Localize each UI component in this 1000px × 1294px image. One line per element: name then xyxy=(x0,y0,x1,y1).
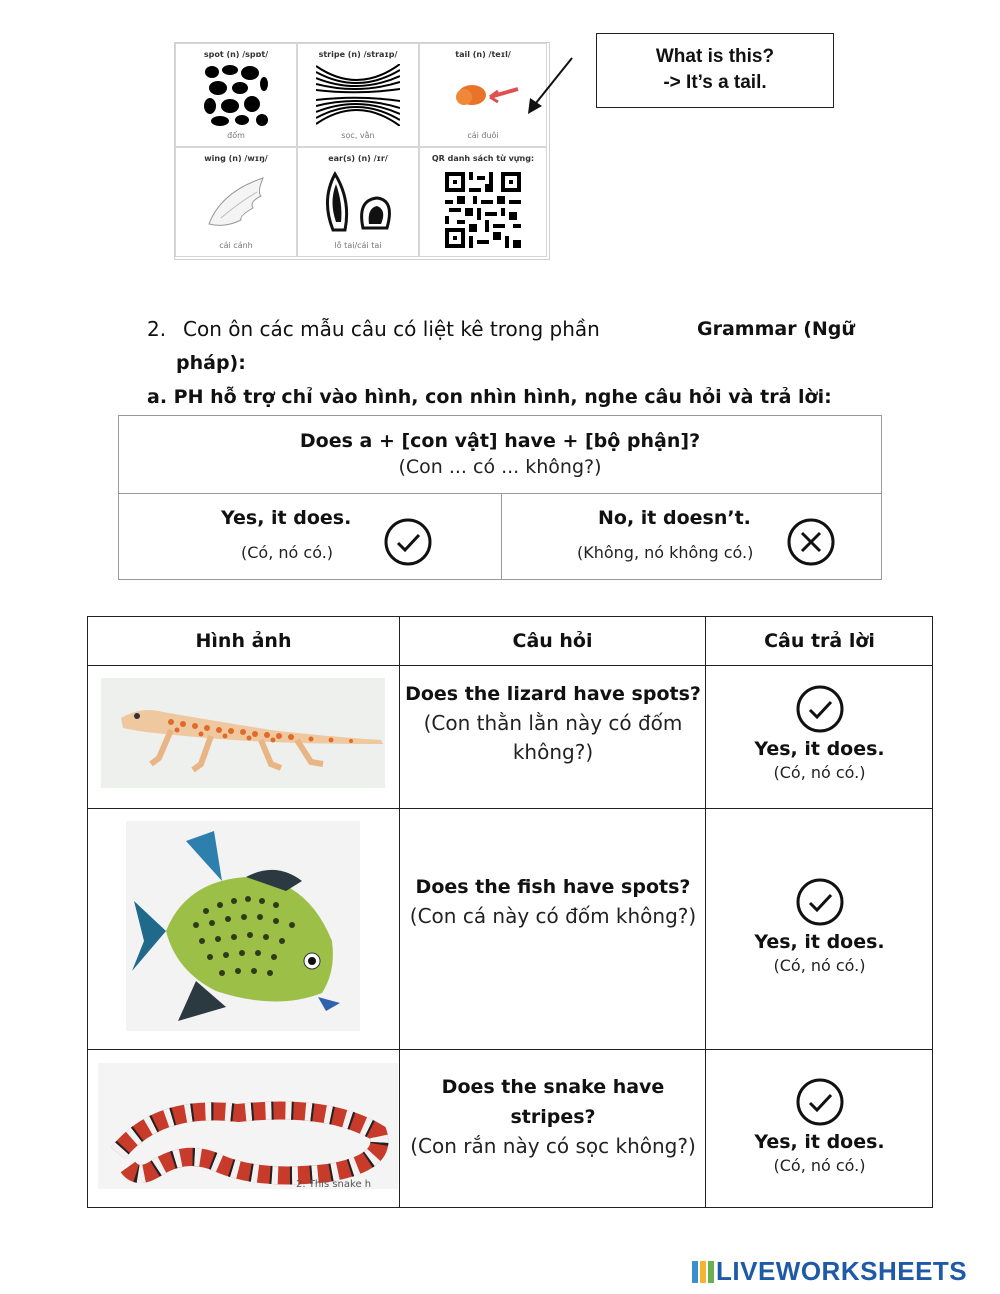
answer-cell xyxy=(706,877,933,975)
check-icon xyxy=(795,1077,845,1127)
vocab-meaning: đốm xyxy=(227,131,245,140)
vocabulary-grid xyxy=(174,42,550,260)
pattern-no-translation: (Không, nó không có.) xyxy=(577,543,754,562)
subsection-a: a. PH hỗ trợ chỉ vào hình, con nhìn hình, nghe câu hỏi và trả lời: xyxy=(147,386,832,408)
answer-text: Yes, it does. xyxy=(754,738,885,760)
answer-text: Yes, it does. xyxy=(754,931,885,953)
vocab-term: wing (n) /wɪŋ/ xyxy=(204,154,268,163)
answer-text: Yes, it does. xyxy=(754,1131,885,1153)
check-icon xyxy=(383,517,433,567)
snake-image xyxy=(98,1063,398,1189)
question-text: Does the lizard have spots? xyxy=(405,683,701,705)
question-text: Does the fish have spots? xyxy=(415,876,691,898)
callout-box xyxy=(596,33,834,108)
pointer-arrow xyxy=(520,52,580,118)
pattern-question-translation: (Con ... có ... không?) xyxy=(398,456,602,478)
vocab-ears xyxy=(297,147,419,257)
pattern-no: No, it doesn’t. xyxy=(598,507,751,529)
section-instruction: Con ôn các mẫu câu có liệt kê trong phần xyxy=(183,317,600,341)
vocab-term: tail (n) /teɪl/ xyxy=(455,50,511,59)
practice-table xyxy=(87,616,933,1208)
pattern-question-row xyxy=(119,416,881,494)
fish-image xyxy=(126,821,360,1031)
stripe-pattern-icon xyxy=(316,64,400,126)
callout-question: What is this? xyxy=(655,46,775,67)
vocab-qr xyxy=(419,147,547,257)
vocab-meaning: cái đuôi xyxy=(467,131,499,140)
header-answer: Câu trả lời xyxy=(764,630,875,652)
question-cell xyxy=(400,679,706,767)
vocab-spot xyxy=(175,43,297,147)
vocab-term: ear(s) (n) /ɪr/ xyxy=(328,154,388,163)
pattern-yes: Yes, it does. xyxy=(221,507,352,529)
question-translation: (Con cá này có đốm không?) xyxy=(409,904,697,928)
section-number: 2. xyxy=(147,317,167,341)
liveworksheets-logo xyxy=(692,1256,967,1287)
pattern-yes-translation: (Có, nó có.) xyxy=(241,543,334,562)
question-translation: (Con thằn lằn này có đốm không?) xyxy=(423,711,683,764)
vocab-stripe xyxy=(297,43,419,147)
vocab-meaning: sọc, vằn xyxy=(341,131,375,140)
spot-pattern-icon xyxy=(204,64,268,126)
header-image: Hình ảnh xyxy=(195,630,292,652)
logo-text: LIVEWORKSHEETS xyxy=(716,1256,968,1286)
pattern-yes-cell xyxy=(119,493,500,580)
pattern-question: Does a + [con vật] have + [bộ phận]? xyxy=(299,430,701,452)
snake-caption: 2. This snake h xyxy=(296,1179,372,1189)
vocab-term: spot (n) /spɒt/ xyxy=(203,50,269,59)
ears-icon xyxy=(321,170,395,234)
callout-answer: -> It’s a tail. xyxy=(663,72,767,93)
tail-icon xyxy=(438,75,528,115)
qr-code-icon[interactable] xyxy=(445,172,521,248)
pattern-no-cell xyxy=(501,493,882,580)
answer-translation: (Có, nó có.) xyxy=(773,763,866,782)
check-icon xyxy=(795,684,845,734)
vocab-term: QR danh sách từ vựng: xyxy=(431,154,535,163)
cross-icon xyxy=(786,517,836,567)
question-translation: (Con rắn này có sọc không?) xyxy=(410,1134,696,1158)
answer-translation: (Có, nó có.) xyxy=(773,1156,866,1175)
vocab-meaning: cái cánh xyxy=(219,241,253,250)
vocab-meaning: lỗ tai/cái tai xyxy=(334,241,382,250)
grammar-label-cont: pháp): xyxy=(176,352,246,374)
grammar-pattern-table xyxy=(118,415,882,580)
wing-icon xyxy=(201,172,271,232)
question-text: Does the snake have stripes? xyxy=(441,1076,665,1128)
vocab-wing xyxy=(175,147,297,257)
answer-cell xyxy=(706,684,933,782)
header-question: Câu hỏi xyxy=(512,630,593,652)
question-cell xyxy=(400,872,706,931)
check-icon xyxy=(795,877,845,927)
logo-icon xyxy=(692,1261,714,1283)
grammar-label: Grammar (Ngữ xyxy=(697,318,855,340)
answer-cell xyxy=(706,1077,933,1175)
lizard-image xyxy=(101,678,385,788)
vocab-term: stripe (n) /straɪp/ xyxy=(318,50,398,59)
question-cell xyxy=(400,1072,706,1161)
answer-translation: (Có, nó có.) xyxy=(773,956,866,975)
